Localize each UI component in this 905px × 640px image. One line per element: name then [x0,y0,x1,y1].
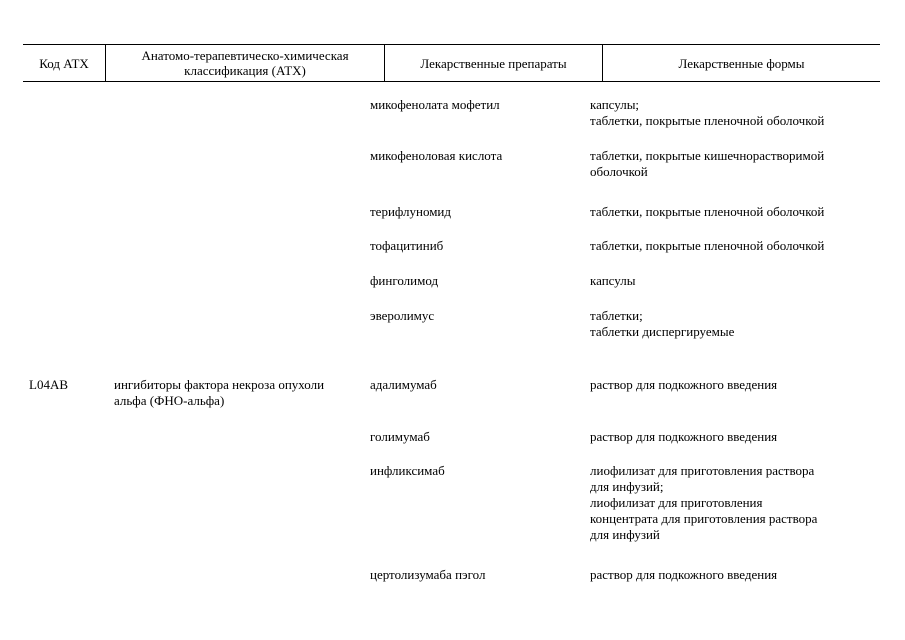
dosage-form-line: для инфузий [590,527,660,542]
atc-classification-line: альфа (ФНО-альфа) [114,393,225,408]
dosage-form [590,97,875,129]
dosage-form [590,429,875,445]
header-code-label: Код АТХ [39,55,89,71]
atc-classification-line: ингибиторы фактора некроза опухоли [114,377,325,392]
dosage-form [590,567,875,583]
dosage-form-line: раствор для подкожного введения [590,567,778,582]
dosage-form-line: раствор для подкожного введения [590,377,778,392]
drug-name: тофацитиниб [370,238,444,253]
dosage-form-line: капсулы [590,273,636,288]
header-forms [603,45,880,81]
atc-code: L04AB [29,377,68,392]
drug-name: микофенолата мофетил [370,97,500,112]
dosage-form-line: таблетки, покрытые кишечнорастворимой [590,148,825,163]
header-drugs-label: Лекарственные препараты [420,55,567,71]
dosage-form [590,308,875,340]
dosage-form-line: лиофилизат для приготовления [590,495,763,510]
drug-name: инфликсимаб [370,463,445,478]
dosage-form-line: лиофилизат для приготовления раствора [590,463,815,478]
dosage-form-line: оболочкой [590,164,648,179]
dosage-form-line: концентрата для приготовления раствора [590,511,818,526]
dosage-form [590,148,875,180]
dosage-form-line: таблетки, покрытые пленочной оболочкой [590,204,825,219]
dosage-form-line: таблетки диспергируемые [590,324,735,339]
dosage-form-line: капсулы; [590,97,640,112]
drug-name: микофеноловая кислота [370,148,503,163]
dosage-form-line: для инфузий; [590,479,664,494]
header-code [23,45,106,81]
drug-name: голимумаб [370,429,430,444]
drug-name: терифлуномид [370,204,452,219]
header-classification-line2: классификация (АТХ) [184,63,306,78]
header-drugs [385,45,603,81]
drug-name: адалимумаб [370,377,437,392]
header-forms-label: Лекарственные формы [678,55,805,71]
dosage-form-line: раствор для подкожного введения [590,429,778,444]
drug-name: эверолимус [370,308,435,323]
dosage-form [590,463,875,543]
drug-name: цертолизумаба пэгол [370,567,486,582]
table-header [23,44,880,82]
dosage-form [590,273,875,289]
dosage-form [590,377,875,393]
dosage-form [590,204,875,220]
drug-name: финголимод [370,273,439,288]
header-classification [106,45,385,81]
dosage-form-line: таблетки, покрытые пленочной оболочкой [590,113,825,128]
header-classification-line1: Анатомо-терапевтическо-химическая [141,48,349,63]
dosage-form-line: таблетки; [590,308,643,323]
dosage-form [590,238,875,254]
atc-classification [114,377,364,409]
dosage-form-line: таблетки, покрытые пленочной оболочкой [590,238,825,253]
